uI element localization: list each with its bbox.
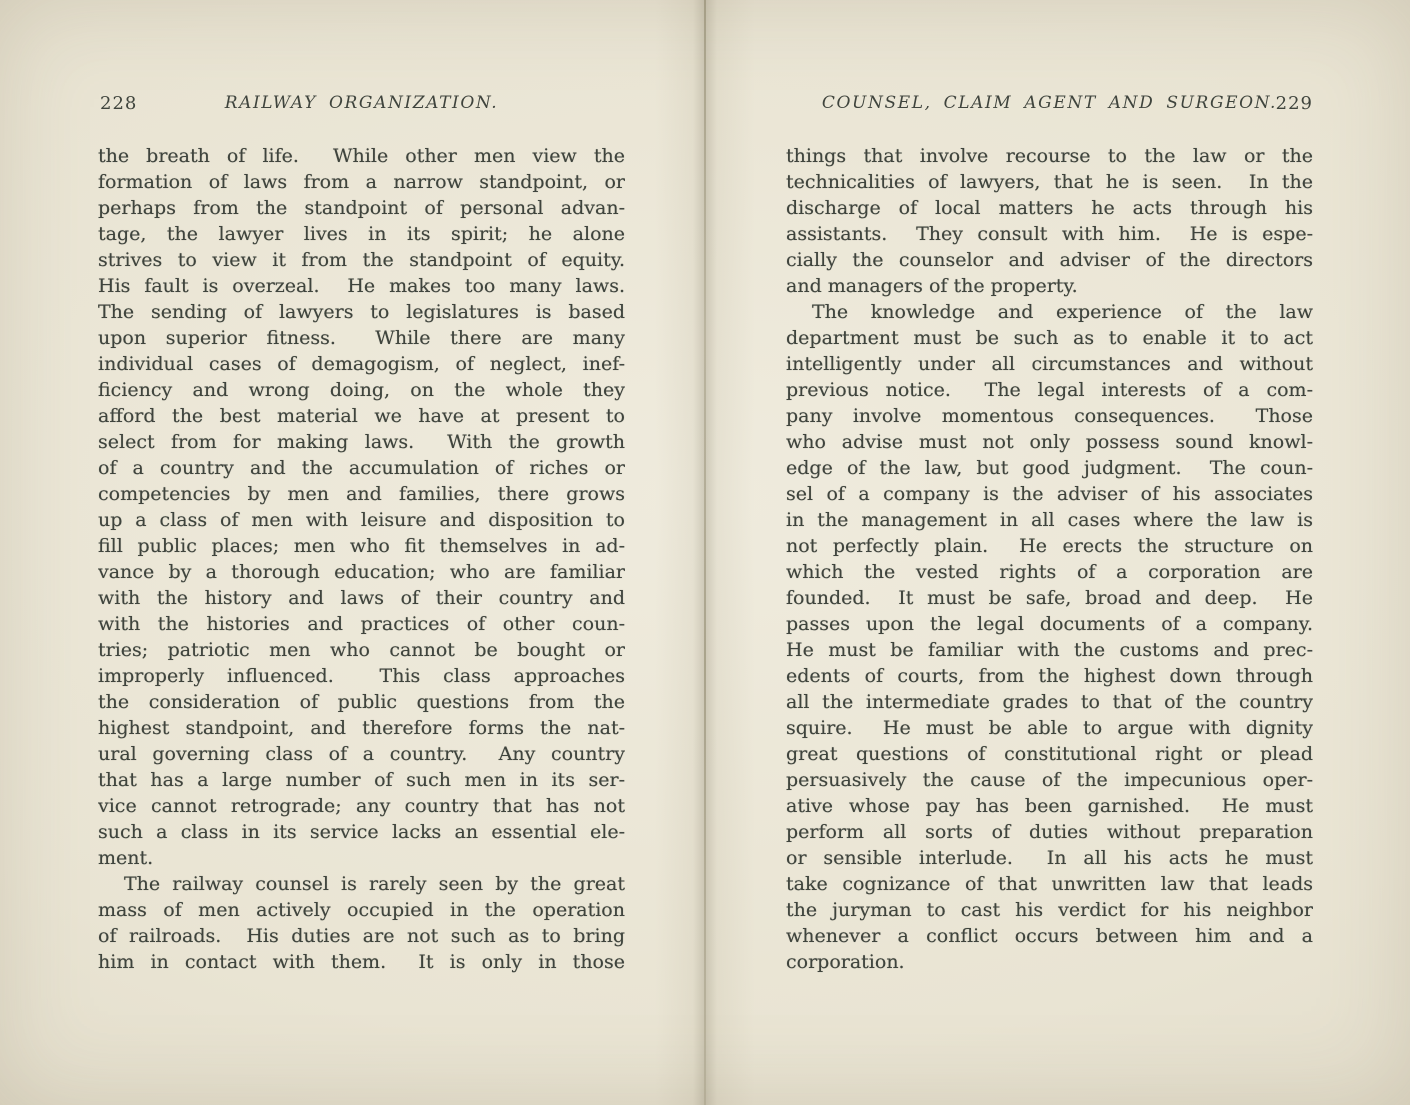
text-line: the breath of life. While other men view the — [98, 145, 625, 167]
text-line: improperly influenced. This class approaches — [98, 665, 625, 687]
text-line: up a class of men with leisure and disposition to — [98, 509, 625, 531]
text-line: the juryman to cast his verdict for his neighbor — [786, 899, 1313, 921]
text-line: ural governing class of a country. Any country — [98, 743, 625, 765]
text-line: founded. It must be safe, broad and deep. He — [786, 587, 1313, 609]
page-right-body — [786, 143, 1313, 975]
text-line: all the intermediate grades to that of the country — [786, 691, 1313, 713]
text-line: of railroads. His duties are not such as to bring — [98, 925, 625, 947]
text-line: corporation. — [786, 951, 905, 973]
text-line: competencies by men and families, there grows — [98, 483, 625, 505]
text-line: in the management in all cases where the law is — [786, 509, 1313, 531]
page-right-header — [786, 93, 1313, 117]
text-line: select from for making laws. With the growth — [98, 431, 625, 453]
text-line: assistants. They consult with him. He is espe- — [786, 223, 1313, 245]
text-line: strives to view it from the standpoint of equity. — [98, 249, 625, 271]
text-line: intelligently under all circumstances and without — [786, 353, 1313, 375]
text-line: him in contact with them. It is only in those — [98, 951, 625, 973]
text-line: The sending of lawyers to legislatures is based — [98, 301, 625, 323]
page-right-text-column — [786, 93, 1313, 975]
text-line: take cognizance of that unwritten law that leads — [786, 873, 1313, 895]
text-line: vice cannot retrograde; any country that has not — [98, 795, 625, 817]
text-line: not perfectly plain. He erects the structure on — [786, 535, 1313, 557]
page-left-text-column — [98, 93, 625, 975]
page-left-header — [98, 93, 625, 117]
text-line: discharge of local matters he acts through his — [786, 197, 1313, 219]
text-line: who advise must not only possess sound knowl- — [786, 431, 1313, 453]
text-line: He must be familiar with the customs and prec- — [786, 639, 1313, 661]
text-line: perhaps from the standpoint of personal advan- — [98, 197, 625, 219]
text-line: the consideration of public questions from the — [98, 691, 625, 713]
text-line: squire. He must be able to argue with dignity — [786, 717, 1313, 739]
text-line: ficiency and wrong doing, on the whole they — [98, 379, 625, 401]
page-right — [705, 0, 1410, 1105]
text-line: with the history and laws of their country and — [98, 587, 625, 609]
text-line: with the histories and practices of other coun- — [98, 613, 625, 635]
text-line: ment. — [98, 847, 154, 869]
text-line: cially the counselor and adviser of the directors — [786, 249, 1313, 271]
text-line: or sensible interlude. In all his acts he must — [786, 847, 1313, 869]
text-line: His fault is overzeal. He makes too many laws. — [98, 275, 625, 297]
text-line: department must be such as to enable it to act — [786, 327, 1313, 349]
text-line: which the vested rights of a corporation are — [786, 561, 1313, 583]
page-number-right: 229 — [1275, 93, 1313, 114]
text-line: individual cases of demagogism, of neglect, inef- — [98, 353, 625, 375]
text-line: The railway counsel is rarely seen by the great — [124, 873, 625, 895]
page-left-body — [98, 143, 625, 975]
text-line: sel of a company is the adviser of his associates — [786, 483, 1313, 505]
text-line: fill public places; men who fit themselves in ad- — [98, 535, 625, 557]
text-line: mass of men actively occupied in the operation — [98, 899, 625, 921]
text-line: edge of the law, but good judgment. The coun- — [786, 457, 1313, 479]
text-line: edents of courts, from the highest down through — [786, 665, 1313, 687]
text-line: upon superior fitness. While there are many — [98, 327, 625, 349]
text-line: formation of laws from a narrow standpoint, or — [98, 171, 625, 193]
text-line: technicalities of lawyers, that he is seen. In the — [786, 171, 1313, 193]
text-line: afford the best material we have at present to — [98, 405, 625, 427]
text-line: highest standpoint, and therefore forms the nat- — [98, 717, 625, 739]
text-line: ative whose pay has been garnished. He must — [786, 795, 1313, 817]
text-line: and managers of the property. — [786, 275, 1078, 297]
text-line: pany involve momentous consequences. Those — [786, 405, 1313, 427]
text-line: vance by a thorough education; who are familiar — [98, 561, 625, 583]
text-line: tage, the lawyer lives in its spirit; he alone — [98, 223, 625, 245]
running-head-left: RAILWAY ORGANIZATION. — [224, 93, 499, 113]
text-line: The knowledge and experience of the law — [812, 301, 1313, 323]
running-head-right: COUNSEL, CLAIM AGENT AND SURGEON. — [821, 93, 1278, 113]
text-line: great questions of constitutional right or plead — [786, 743, 1313, 765]
text-line: tries; patriotic men who cannot be bought or — [98, 639, 625, 661]
text-line: of a country and the accumulation of riches or — [98, 457, 625, 479]
text-line: perform all sorts of duties without preparation — [786, 821, 1313, 843]
text-line: whenever a conflict occurs between him and a — [786, 925, 1313, 947]
text-line: persuasively the cause of the impecunious oper- — [786, 769, 1313, 791]
page-number-left: 228 — [100, 93, 138, 114]
text-line: that has a large number of such men in its ser- — [98, 769, 625, 791]
text-line: such a class in its service lacks an essential ele- — [98, 821, 625, 843]
text-line: previous notice. The legal interests of a com- — [786, 379, 1313, 401]
text-line: passes upon the legal documents of a company. — [786, 613, 1313, 635]
text-line: things that involve recourse to the law or the — [786, 145, 1313, 167]
